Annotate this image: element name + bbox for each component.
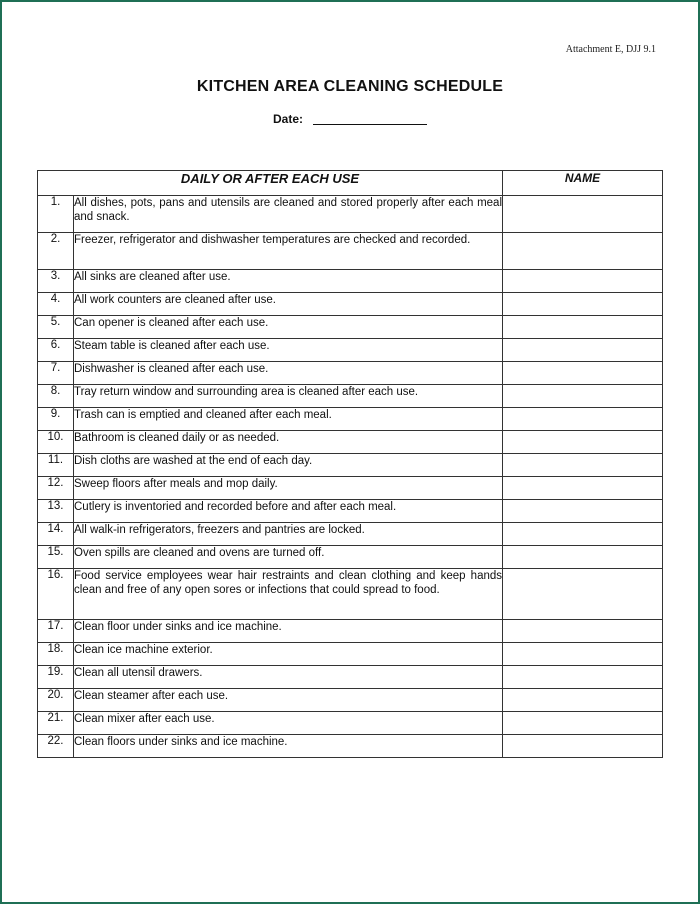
name-entry-cell[interactable] <box>503 523 663 546</box>
row-number: 14. <box>38 523 74 546</box>
table-row <box>38 569 663 620</box>
table-row <box>38 523 663 546</box>
task-description: All walk-in refrigerators, freezers and pantries are locked. <box>74 523 503 546</box>
name-entry-cell[interactable] <box>503 477 663 500</box>
date-field[interactable] <box>313 123 427 125</box>
table-row <box>38 454 663 477</box>
page-title: KITCHEN AREA CLEANING SCHEDULE <box>196 78 504 95</box>
name-entry-cell[interactable] <box>503 735 663 758</box>
name-entry-cell[interactable] <box>503 500 663 523</box>
task-description: All dishes, pots, pans and utensils are cleaned and stored properly after each meal and snack. <box>74 196 503 233</box>
cleaning-schedule-table <box>37 170 663 758</box>
table-row <box>38 431 663 454</box>
name-entry-cell[interactable] <box>503 270 663 293</box>
name-entry-cell[interactable] <box>503 196 663 233</box>
table-row <box>38 620 663 643</box>
table-row <box>38 196 663 233</box>
table-row <box>38 408 663 431</box>
name-entry-cell[interactable] <box>503 339 663 362</box>
name-entry-cell[interactable] <box>503 569 663 620</box>
table-row <box>38 500 663 523</box>
table-row <box>38 293 663 316</box>
name-entry-cell[interactable] <box>503 666 663 689</box>
name-column-header: NAME <box>503 171 663 196</box>
row-number: 6. <box>38 339 74 362</box>
row-number: 1. <box>38 196 74 233</box>
task-description: Clean steamer after each use. <box>74 689 503 712</box>
task-description: Freezer, refrigerator and dishwasher temperatures are checked and recorded. <box>74 233 503 270</box>
name-entry-cell[interactable] <box>503 385 663 408</box>
task-description: Clean ice machine exterior. <box>74 643 503 666</box>
name-entry-cell[interactable] <box>503 408 663 431</box>
task-description: Clean mixer after each use. <box>74 712 503 735</box>
row-number: 17. <box>38 620 74 643</box>
name-entry-cell[interactable] <box>503 362 663 385</box>
row-number: 3. <box>38 270 74 293</box>
row-number: 8. <box>38 385 74 408</box>
table-row <box>38 666 663 689</box>
row-number: 2. <box>38 233 74 270</box>
schedule-rows <box>38 196 663 758</box>
table-row <box>38 735 663 758</box>
task-description: All sinks are cleaned after use. <box>74 270 503 293</box>
name-entry-cell[interactable] <box>503 546 663 569</box>
name-entry-cell[interactable] <box>503 689 663 712</box>
date-label: Date: <box>272 112 303 126</box>
name-entry-cell[interactable] <box>503 431 663 454</box>
task-description: Steam table is cleaned after each use. <box>74 339 503 362</box>
row-number: 12. <box>38 477 74 500</box>
row-number: 18. <box>38 643 74 666</box>
task-column-header: DAILY OR AFTER EACH USE <box>38 171 503 196</box>
task-description: Bathroom is cleaned daily or as needed. <box>74 431 503 454</box>
row-number: 4. <box>38 293 74 316</box>
row-number: 21. <box>38 712 74 735</box>
row-number: 15. <box>38 546 74 569</box>
name-entry-cell[interactable] <box>503 454 663 477</box>
row-number: 10. <box>38 431 74 454</box>
task-description: All work counters are cleaned after use. <box>74 293 503 316</box>
table-row <box>38 233 663 270</box>
table-row <box>38 316 663 339</box>
task-description: Sweep floors after meals and mop daily. <box>74 477 503 500</box>
table-row <box>38 712 663 735</box>
table-row <box>38 689 663 712</box>
task-description: Clean floor under sinks and ice machine. <box>74 620 503 643</box>
row-number: 13. <box>38 500 74 523</box>
table-row <box>38 477 663 500</box>
name-entry-cell[interactable] <box>503 620 663 643</box>
row-number: 19. <box>38 666 74 689</box>
name-entry-cell[interactable] <box>503 712 663 735</box>
name-entry-cell[interactable] <box>503 643 663 666</box>
row-number: 22. <box>38 735 74 758</box>
task-description: Food service employees wear hair restraints and clean clothing and keep hands clean and free of any open sores or infections that could spread to food. <box>74 569 503 620</box>
task-description: Dish cloths are washed at the end of each day. <box>74 454 503 477</box>
attachment-reference: Attachment E, DJJ 9.1 <box>565 44 656 55</box>
task-description: Clean floors under sinks and ice machine. <box>74 735 503 758</box>
name-entry-cell[interactable] <box>503 316 663 339</box>
task-description: Oven spills are cleaned and ovens are turned off. <box>74 546 503 569</box>
task-description: Dishwasher is cleaned after each use. <box>74 362 503 385</box>
table-row <box>38 270 663 293</box>
table-row <box>38 362 663 385</box>
task-description: Tray return window and surrounding area is cleaned after each use. <box>74 385 503 408</box>
table-row <box>38 546 663 569</box>
row-number: 16. <box>38 569 74 620</box>
task-description: Cutlery is inventoried and recorded before and after each meal. <box>74 500 503 523</box>
name-entry-cell[interactable] <box>503 233 663 270</box>
task-description: Clean all utensil drawers. <box>74 666 503 689</box>
name-entry-cell[interactable] <box>503 293 663 316</box>
row-number: 5. <box>38 316 74 339</box>
row-number: 11. <box>38 454 74 477</box>
date-row <box>0 112 700 126</box>
table-row <box>38 643 663 666</box>
table-row <box>38 385 663 408</box>
row-number: 20. <box>38 689 74 712</box>
task-description: Can opener is cleaned after each use. <box>74 316 503 339</box>
task-description: Trash can is emptied and cleaned after each meal. <box>74 408 503 431</box>
row-number: 7. <box>38 362 74 385</box>
row-number: 9. <box>38 408 74 431</box>
table-row <box>38 339 663 362</box>
